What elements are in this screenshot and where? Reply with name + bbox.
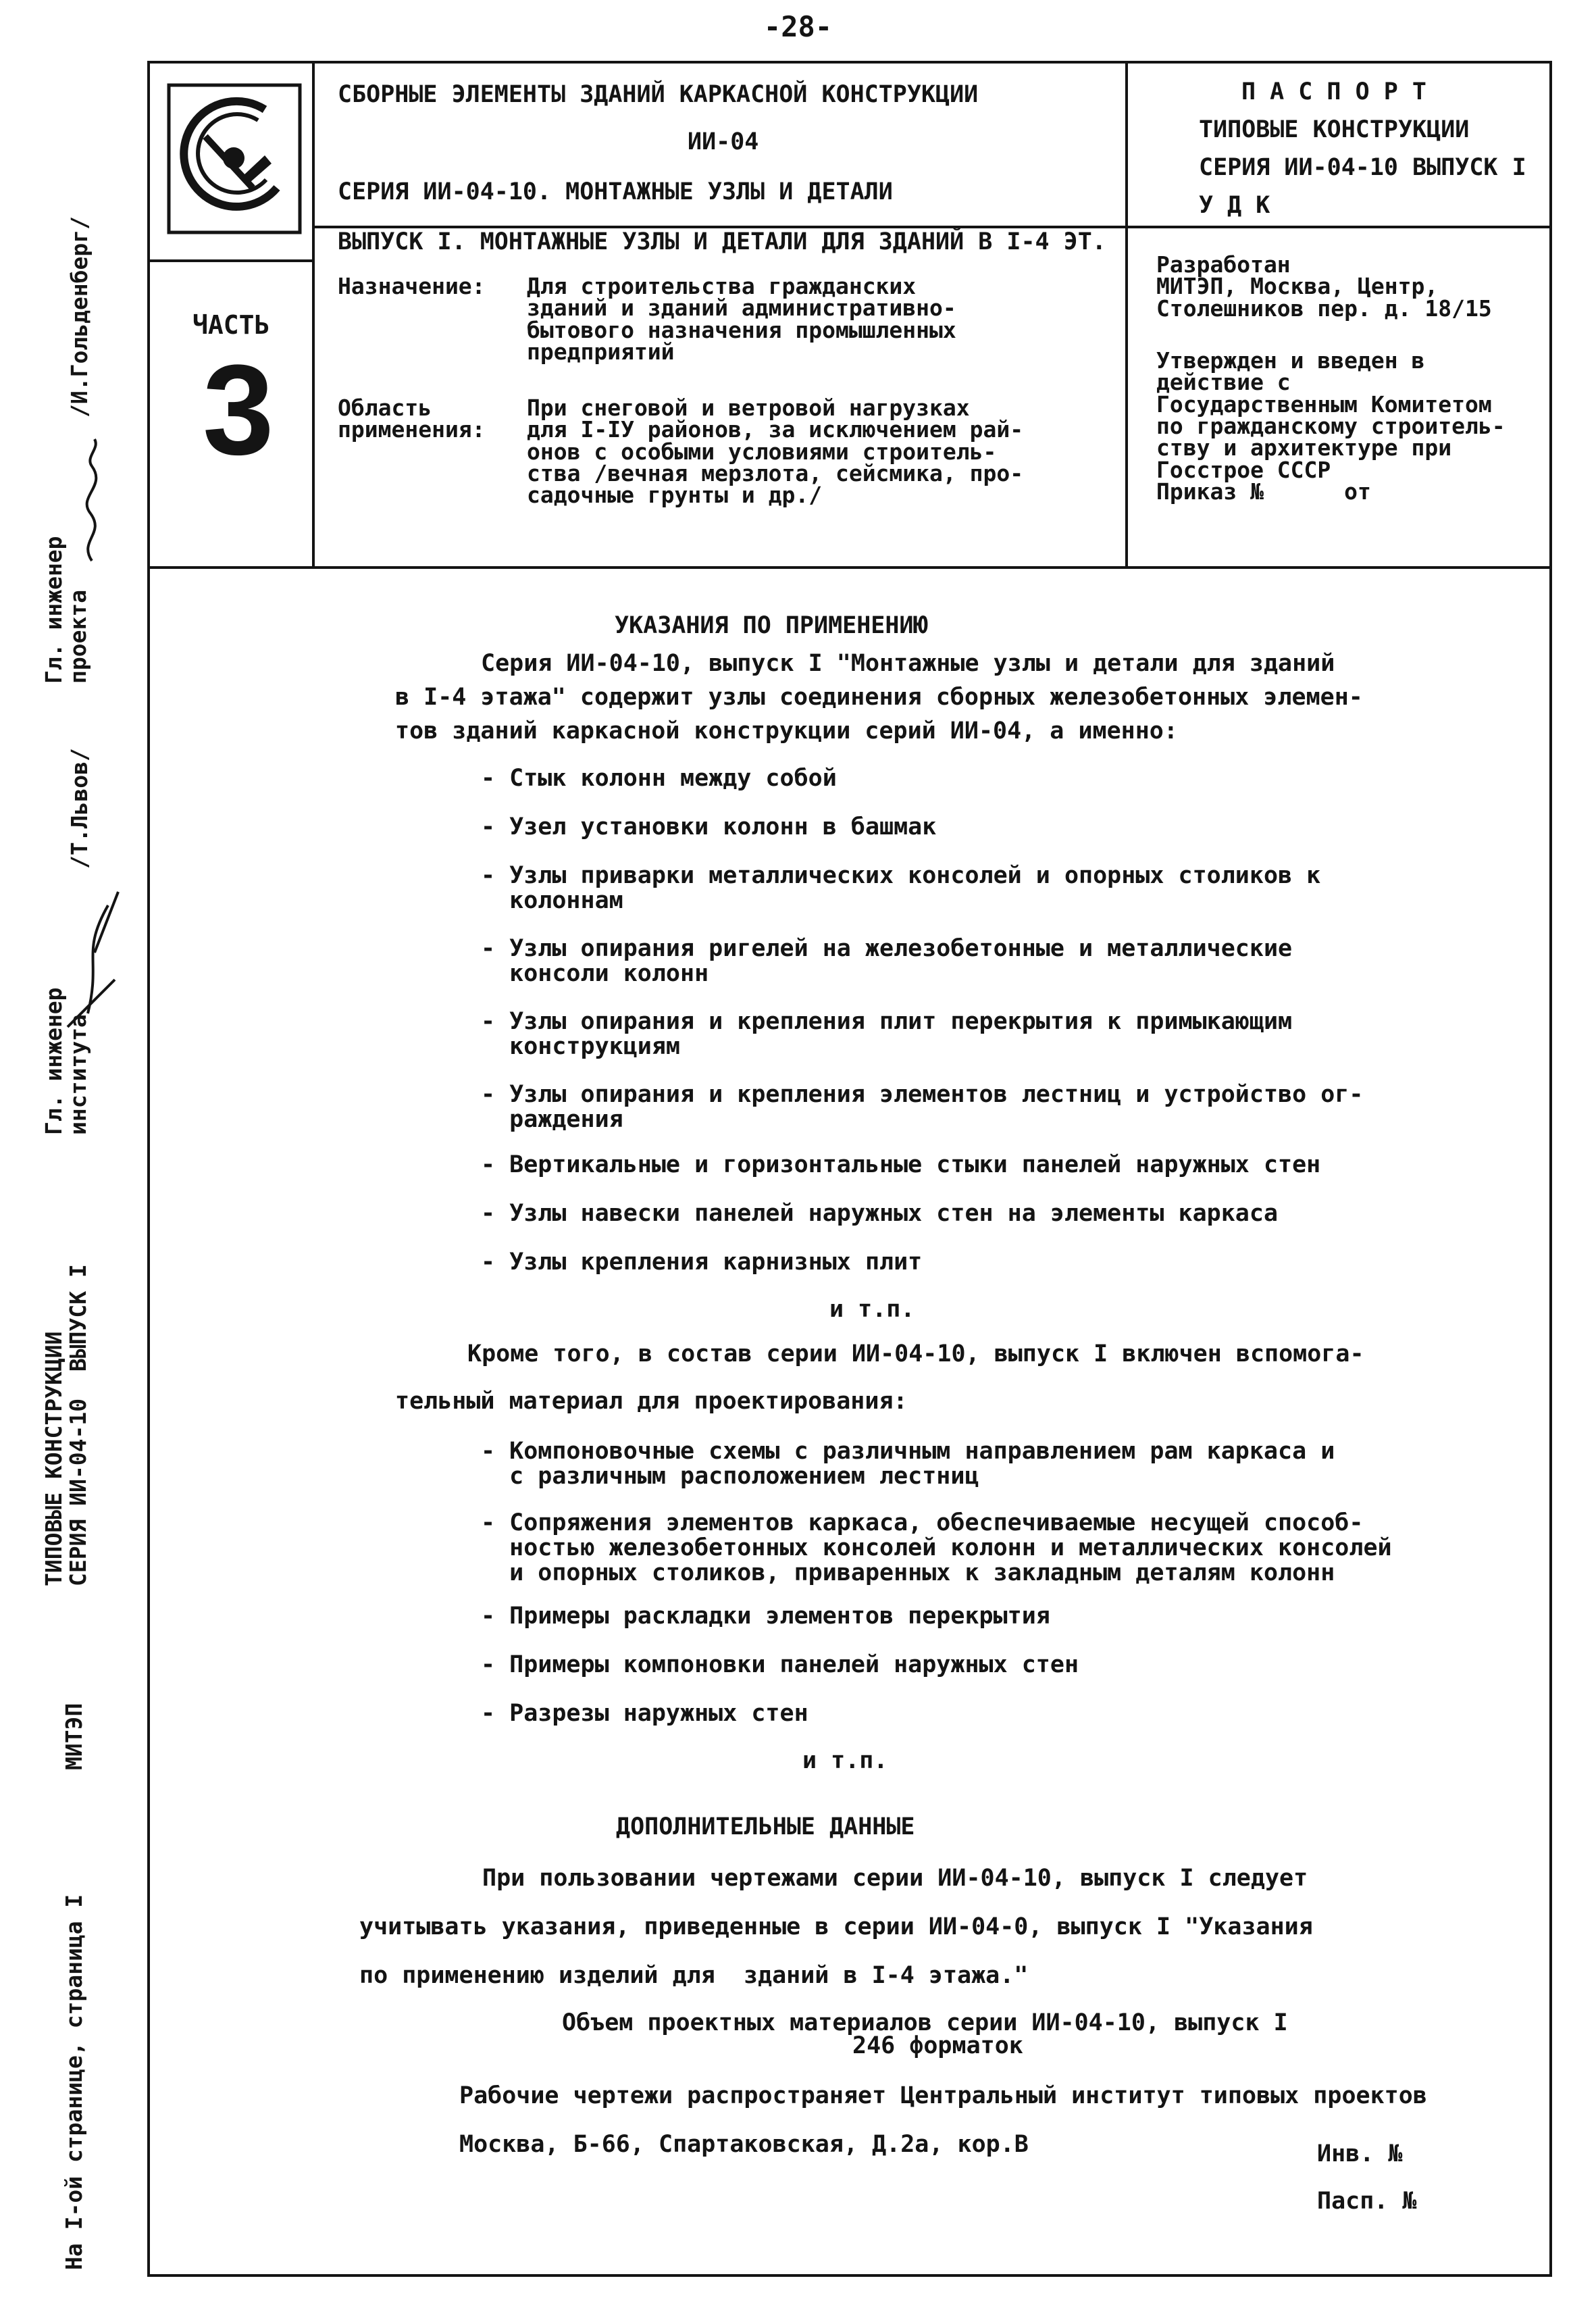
purpose-label: Назначение: xyxy=(338,273,486,299)
intro-line-2: в I-4 этажа" содержит узлы соединения сборных железобетонных элемен- xyxy=(395,684,1363,711)
list-item: - Узлы навески панелей наружных стен на элементы каркаса xyxy=(481,1200,1279,1227)
list-item: - Узлы опирания и крепления элементов лестниц и устройство ог- раждения xyxy=(481,1081,1364,1133)
side-chief-engineer-institute-name: /Т.Львов/ xyxy=(66,748,93,869)
header-title-line-2: ИИ-04 xyxy=(688,128,759,155)
list-item: - Компоновочные схемы с различным направлением рам каркаса и с различным расположением лестниц xyxy=(481,1438,1335,1490)
side-chief-engineer-project-name: /И.Гольденберг/ xyxy=(66,216,93,418)
additional-line-2: учитывать указания, приведенные в серии ИИ-04-0, выпуск I "Указания xyxy=(359,1913,1313,1940)
header-left-divider xyxy=(312,61,315,568)
list-item: - Примеры компоновки панелей наружных стен xyxy=(481,1651,1079,1678)
header-title-line-3: СЕРИЯ ИИ-04-10. МОНТАЖНЫЕ УЗЛЫ И ДЕТАЛИ xyxy=(338,178,893,205)
list-item: - Сопряжения элементов каркаса, обеспечиваемые несущей способ- ностью железобетонных консолей колонн и металлических консолей и опорных столиков, приваренных к закладным деталям колонн xyxy=(481,1509,1392,1586)
side-chief-engineer-project: Гл. инженер проекта xyxy=(41,536,92,684)
side-series-stamp: ТИПОВЫЕ КОНСТРУКЦИИ СЕРИЯ ИИ-04-10 ВЫПУСК I xyxy=(41,1264,92,1586)
list-item: - Разрезы наружных стен xyxy=(481,1700,808,1727)
passport-number: Пасп. № xyxy=(1317,2188,1417,2215)
list-item: - Примеры раскладки элементов перекрытия xyxy=(481,1603,1050,1630)
header-title-line-1: СБОРНЫЕ ЭЛЕМЕНТЫ ЗДАНИЙ КАРКАСНОЙ КОНСТРУКЦИИ xyxy=(338,81,979,108)
extra-line-2: тельный материал для проектирования: xyxy=(395,1388,908,1415)
purpose-text: Для строительства гражданских зданий и зданий административно- бытового назначения промышленных предприятий xyxy=(527,273,956,365)
intro-line-3: тов зданий каркасной конструкции серий ИИ-04, а именно: xyxy=(395,718,1178,745)
instructions-heading: УКАЗАНИЯ ПО ПРИМЕНЕНИЮ xyxy=(615,612,928,639)
emblem-logo xyxy=(163,74,305,243)
list-item: - Узлы приварки металлических консолей и опорных столиков к колоннам xyxy=(481,862,1321,914)
scope-label: Область применения: xyxy=(338,395,486,443)
page-number: -28- xyxy=(763,10,833,43)
side-page-reference: На I-ой странице, страница I xyxy=(61,1894,87,2270)
side-chief-engineer-institute: Гл. инженер института xyxy=(41,987,92,1135)
passport-title: П А С П О Р Т xyxy=(1241,78,1426,105)
etc-1: и т.п. xyxy=(829,1296,915,1323)
part-label: ЧАСТЬ xyxy=(192,310,270,340)
signature-project xyxy=(65,432,119,568)
list-item: - Узлы крепления карнизных плит xyxy=(481,1249,923,1276)
scope-text: При снеговой и ветровой нагрузках для I-IУ районов, за исключением рай- онов с особыми условиями строитель- ства /вечная мерзлота, сейсмика, про- садочные грунты и др./ xyxy=(527,395,1024,509)
approval-info: Утвержден и введен в действие с Государственным Комитетом по гражданскому строитель- ству и архитектуре при Госстрое СССР Приказ № от xyxy=(1156,347,1505,505)
signature-institute xyxy=(54,878,128,1034)
passport-line-2: СЕРИЯ ИИ-04-10 ВЫПУСК I xyxy=(1199,154,1526,181)
additional-line-3: по применению изделий для зданий в I-4 этажа." xyxy=(359,1962,1029,1989)
list-item: - Стык колонн между собой xyxy=(481,765,837,792)
address-line: Москва, Б-66, Спартаковская, Д.2а, кор.В xyxy=(459,2131,1029,2158)
list-item: - Узел установки колонн в башмак xyxy=(481,813,937,840)
etc-2: и т.п. xyxy=(802,1747,888,1774)
part-number: 3 xyxy=(203,338,274,482)
distributor-line: Рабочие чертежи распространяет Центральный институт типовых проектов xyxy=(459,2082,1427,2109)
volume-line: Объем проектных материалов серии ИИ-04-10, выпуск I xyxy=(562,2009,1288,2036)
extra-line-1: Кроме того, в состав серии ИИ-04-10, выпуск I включен вспомога- xyxy=(467,1340,1364,1367)
additional-heading: ДОПОЛНИТЕЛЬНЫЕ ДАННЫЕ xyxy=(616,1813,915,1840)
passport-line-1: ТИПОВЫЕ КОНСТРУКЦИИ xyxy=(1199,116,1470,143)
passport-cell-rule xyxy=(1125,226,1552,228)
additional-line-1: При пользовании чертежами серии ИИ-04-10, выпуск I следует xyxy=(482,1865,1308,1892)
header-bottom-rule xyxy=(147,566,1552,569)
header-issue-line: ВЫПУСК I. МОНТАЖНЫЕ УЗЛЫ И ДЕТАЛИ ДЛЯ ЗДАНИЙ В I-4 ЭТ. xyxy=(338,228,1106,255)
intro-line-1: Серия ИИ-04-10, выпуск I "Монтажные узлы и детали для зданий xyxy=(481,650,1335,677)
header-right-divider xyxy=(1125,61,1128,568)
formats-line: 246 форматок xyxy=(852,2032,1023,2059)
developed-by: Разработан МИТЭП, Москва, Центр, Столешников пер. д. 18/15 xyxy=(1156,251,1492,322)
list-item: - Узлы опирания ригелей на железобетонные и металлические консоли колонн xyxy=(481,935,1293,987)
list-item: - Вертикальные и горизонтальные стыки панелей наружных стен xyxy=(481,1151,1321,1178)
side-org: МИТЭП xyxy=(61,1703,87,1770)
logo-cell-rule xyxy=(147,259,313,262)
inventory-number: Инв. № xyxy=(1317,2140,1403,2167)
passport-udk: У Д К xyxy=(1199,192,1270,219)
list-item: - Узлы опирания и крепления плит перекрытия к примыкающим конструкциям xyxy=(481,1008,1293,1060)
